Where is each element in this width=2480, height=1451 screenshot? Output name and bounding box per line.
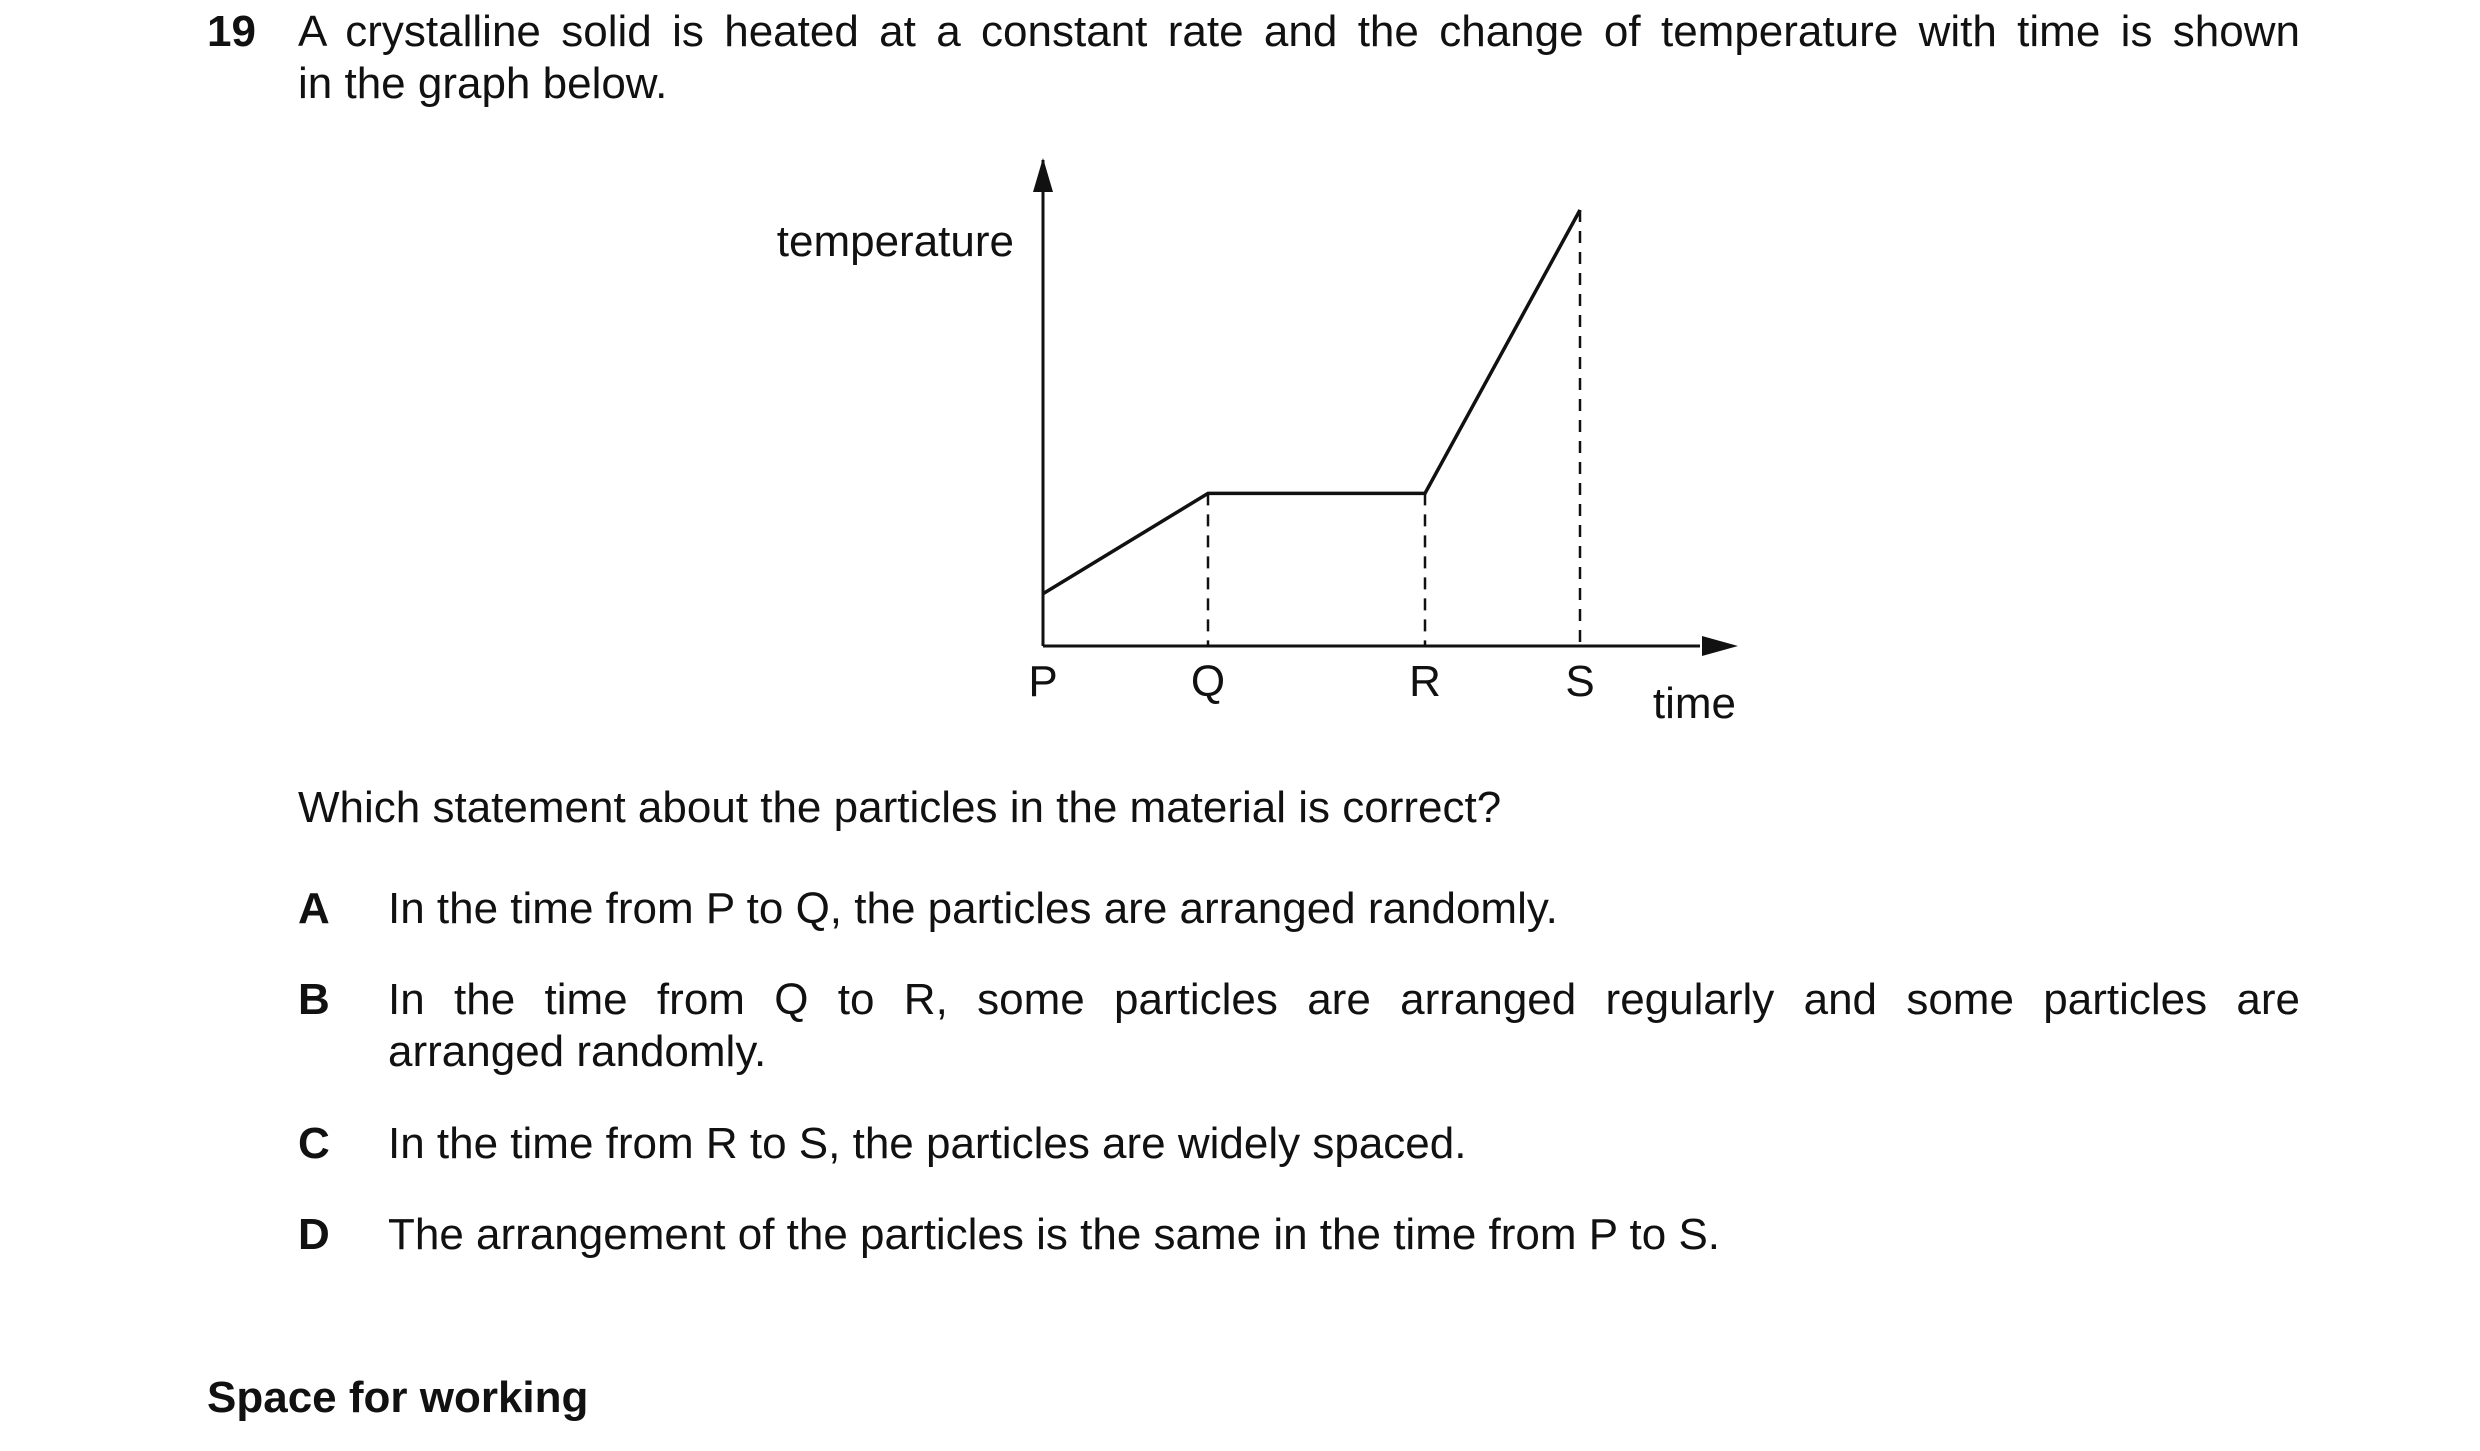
question-stem-line-1: A crystalline solid is heated at a constant rate and the change of temperature with time is shown (298, 7, 2300, 56)
x-tick-label-s: S (1565, 657, 1595, 706)
x-axis-label: time (1652, 679, 1736, 728)
option-text (388, 974, 2300, 1078)
option-letter: A (298, 884, 330, 933)
x-tick-labels (1028, 657, 1594, 706)
x-axis-arrow (1702, 636, 1738, 656)
x-tick-label-r: R (1409, 657, 1441, 706)
option-letter: C (298, 1119, 330, 1168)
question-prompt: Which statement about the particles in the material is correct? (298, 783, 1502, 832)
y-axis-arrow (1033, 158, 1053, 192)
option-text-line-2: arranged randomly. (388, 1027, 767, 1076)
option-text: In the time from R to S, the particles are widely spaced. (388, 1119, 1467, 1168)
x-tick-label-p: P (1028, 657, 1058, 706)
option-letter: B (298, 975, 330, 1024)
temperature-curve (1043, 210, 1580, 594)
question-stem-line-2: in the graph below. (298, 59, 668, 108)
option-letter: D (298, 1210, 330, 1259)
x-tick-label-q: Q (1190, 657, 1226, 706)
option-text: In the time from P to Q, the particles are arranged randomly. (388, 884, 1558, 933)
space-for-working-label: Space for working (207, 1373, 589, 1422)
option-text: The arrangement of the particles is the same in the time from P to S. (388, 1210, 1721, 1259)
dashed-guides (1208, 210, 1580, 646)
question-number: 19 (207, 7, 256, 56)
option-text-line-1: In the time from Q to R, some particles are arranged regularly and some particles are (388, 975, 2300, 1024)
y-axis-label: temperature (776, 217, 1014, 266)
